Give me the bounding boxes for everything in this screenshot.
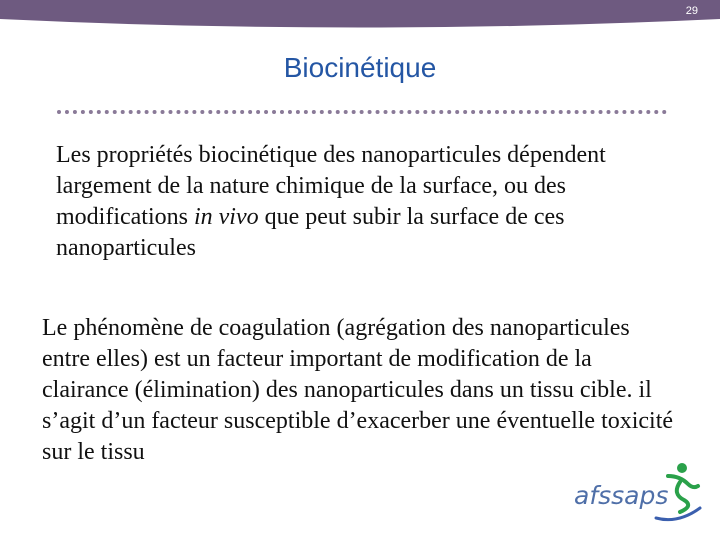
- title-divider: [57, 110, 667, 114]
- afssaps-logo-text: afssaps: [574, 481, 669, 510]
- slide-title: Biocinétique: [283, 52, 437, 83]
- paragraph1-text-start: Les propriétés biocinétique des nanoparticules dépendent largement de la nature chimique de la surface, ou des modifications: [56, 142, 606, 230]
- page-number: 29: [685, 5, 698, 17]
- paragraph-coagulation: Le phénomène de coagulation (agrégation des nanoparticules entre elles) est un facteur important de modification de la clairance (élimination) des nanoparticules dans un tissu cible. il s’agit d’un facteur susceptible d’exacerber une éventuelle toxicité sur le tissu: [42, 315, 674, 465]
- header-band-shape: [0, 0, 720, 30]
- afssaps-logo: [572, 462, 702, 524]
- afssaps-logo-mark: [572, 462, 702, 524]
- paragraph-biokinetics: [56, 140, 676, 264]
- paragraph1-emphasis: in vivo: [193, 204, 259, 230]
- header-band: [0, 0, 720, 30]
- paragraph1-text-end: que peut subir la surface de ces nanoparticules: [56, 204, 565, 261]
